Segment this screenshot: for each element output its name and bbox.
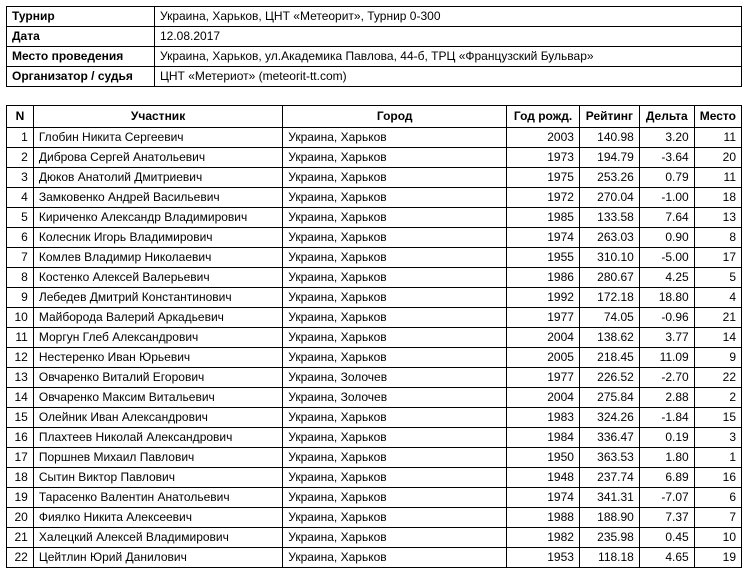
cell-n: 8 [7, 268, 34, 288]
cell-rating: 253.26 [579, 168, 639, 188]
info-value: Украина, Харьков, ул.Академика Павлова, 44-б, ТРЦ «Французский Бульвар» [155, 47, 742, 67]
info-row [7, 47, 742, 67]
table-row [7, 548, 742, 568]
cell-city: Украина, Харьков [283, 288, 507, 308]
results-header-row [7, 106, 742, 128]
cell-birth-year: 1986 [507, 268, 580, 288]
info-row [7, 27, 742, 47]
cell-place: 4 [694, 288, 741, 308]
info-row [7, 67, 742, 87]
info-key: Место проведения [7, 47, 155, 67]
cell-place: 20 [694, 148, 741, 168]
cell-place: 9 [694, 348, 741, 368]
cell-rating: 263.03 [579, 228, 639, 248]
cell-rating: 226.52 [579, 368, 639, 388]
cell-delta: 3.77 [639, 328, 694, 348]
cell-birth-year: 2005 [507, 348, 580, 368]
table-row [7, 268, 742, 288]
cell-birth-year: 1988 [507, 508, 580, 528]
cell-n: 22 [7, 548, 34, 568]
cell-delta: -1.84 [639, 408, 694, 428]
info-value: ЦНТ «Метериот» (meteorit-tt.com) [155, 67, 742, 87]
table-row [7, 208, 742, 228]
cell-n: 6 [7, 228, 34, 248]
cell-n: 3 [7, 168, 34, 188]
cell-rating: 138.62 [579, 328, 639, 348]
table-row [7, 508, 742, 528]
cell-delta: -2.70 [639, 368, 694, 388]
cell-birth-year: 1975 [507, 168, 580, 188]
cell-rating: 74.05 [579, 308, 639, 328]
cell-city: Украина, Харьков [283, 308, 507, 328]
cell-place: 16 [694, 468, 741, 488]
cell-delta: 4.65 [639, 548, 694, 568]
info-row [7, 7, 742, 27]
cell-rating: 194.79 [579, 148, 639, 168]
cell-birth-year: 1977 [507, 368, 580, 388]
cell-n: 7 [7, 248, 34, 268]
cell-participant: Замковенко Андрей Васильевич [33, 188, 282, 208]
cell-n: 4 [7, 188, 34, 208]
cell-place: 14 [694, 328, 741, 348]
cell-city: Украина, Харьков [283, 188, 507, 208]
cell-birth-year: 2004 [507, 388, 580, 408]
cell-city: Украина, Харьков [283, 148, 507, 168]
cell-birth-year: 1950 [507, 448, 580, 468]
cell-participant: Сытин Виктор Павлович [33, 468, 282, 488]
results-body [7, 128, 742, 568]
cell-delta: -0.96 [639, 308, 694, 328]
cell-n: 17 [7, 448, 34, 468]
cell-rating: 275.84 [579, 388, 639, 408]
table-row [7, 128, 742, 148]
cell-n: 20 [7, 508, 34, 528]
tournament-info-body [7, 7, 742, 87]
table-row [7, 228, 742, 248]
cell-delta: 0.90 [639, 228, 694, 248]
cell-n: 10 [7, 308, 34, 328]
cell-place: 15 [694, 408, 741, 428]
cell-participant: Костенко Алексей Валерьевич [33, 268, 282, 288]
cell-city: Украина, Харьков [283, 528, 507, 548]
info-key: Организатор / судья [7, 67, 155, 87]
cell-delta: 3.20 [639, 128, 694, 148]
cell-rating: 188.90 [579, 508, 639, 528]
table-row [7, 448, 742, 468]
cell-n: 15 [7, 408, 34, 428]
cell-participant: Нестеренко Иван Юрьевич [33, 348, 282, 368]
cell-n: 5 [7, 208, 34, 228]
cell-n: 19 [7, 488, 34, 508]
cell-rating: 324.26 [579, 408, 639, 428]
cell-participant: Поршнев Михаил Павлович [33, 448, 282, 468]
cell-place: 11 [694, 128, 741, 148]
cell-participant: Фиялко Никита Алексеевич [33, 508, 282, 528]
cell-city: Украина, Харьков [283, 168, 507, 188]
cell-n: 21 [7, 528, 34, 548]
cell-rating: 133.58 [579, 208, 639, 228]
cell-rating: 310.10 [579, 248, 639, 268]
cell-place: 8 [694, 228, 741, 248]
cell-city: Украина, Харьков [283, 328, 507, 348]
cell-participant: Цейтлин Юрий Данилович [33, 548, 282, 568]
cell-delta: 4.25 [639, 268, 694, 288]
cell-participant: Глобин Никита Сергеевич [33, 128, 282, 148]
cell-rating: 235.98 [579, 528, 639, 548]
cell-place: 3 [694, 428, 741, 448]
col-header-participant: Участник [33, 106, 282, 128]
cell-birth-year: 2004 [507, 328, 580, 348]
cell-delta: 2.88 [639, 388, 694, 408]
cell-place: 7 [694, 508, 741, 528]
cell-n: 2 [7, 148, 34, 168]
table-row [7, 428, 742, 448]
cell-n: 9 [7, 288, 34, 308]
cell-delta: 0.79 [639, 168, 694, 188]
cell-city: Украина, Харьков [283, 428, 507, 448]
cell-rating: 341.31 [579, 488, 639, 508]
info-value: 12.08.2017 [155, 27, 742, 47]
cell-participant: Кириченко Александр Владимирович [33, 208, 282, 228]
cell-city: Украина, Золочев [283, 388, 507, 408]
cell-participant: Комлев Владимир Николаевич [33, 248, 282, 268]
cell-city: Украина, Харьков [283, 468, 507, 488]
col-header-delta: Дельта [639, 106, 694, 128]
info-value: Украина, Харьков, ЦНТ «Метеорит», Турнир 0-300 [155, 7, 742, 27]
cell-participant: Майборода Валерий Аркадьевич [33, 308, 282, 328]
cell-city: Украина, Харьков [283, 208, 507, 228]
cell-city: Украина, Харьков [283, 268, 507, 288]
cell-delta: -7.07 [639, 488, 694, 508]
cell-participant: Лебедев Дмитрий Константинович [33, 288, 282, 308]
cell-delta: -5.00 [639, 248, 694, 268]
cell-n: 13 [7, 368, 34, 388]
cell-birth-year: 1983 [507, 408, 580, 428]
cell-rating: 140.98 [579, 128, 639, 148]
info-key: Дата [7, 27, 155, 47]
col-header-place: Место [694, 106, 741, 128]
cell-birth-year: 1984 [507, 428, 580, 448]
cell-rating: 280.67 [579, 268, 639, 288]
cell-delta: -3.64 [639, 148, 694, 168]
cell-n: 14 [7, 388, 34, 408]
cell-participant: Тарасенко Валентин Анатольевич [33, 488, 282, 508]
table-row [7, 528, 742, 548]
cell-participant: Моргун Глеб Александрович [33, 328, 282, 348]
cell-birth-year: 1974 [507, 228, 580, 248]
cell-rating: 336.47 [579, 428, 639, 448]
cell-n: 1 [7, 128, 34, 148]
cell-n: 12 [7, 348, 34, 368]
cell-birth-year: 1982 [507, 528, 580, 548]
cell-rating: 218.45 [579, 348, 639, 368]
cell-rating: 118.18 [579, 548, 639, 568]
cell-place: 17 [694, 248, 741, 268]
cell-place: 22 [694, 368, 741, 388]
cell-rating: 237.74 [579, 468, 639, 488]
cell-place: 21 [694, 308, 741, 328]
cell-birth-year: 1953 [507, 548, 580, 568]
cell-n: 16 [7, 428, 34, 448]
cell-participant: Халецкий Алексей Владимирович [33, 528, 282, 548]
cell-birth-year: 1992 [507, 288, 580, 308]
cell-city: Украина, Золочев [283, 368, 507, 388]
cell-rating: 270.04 [579, 188, 639, 208]
cell-city: Украина, Харьков [283, 488, 507, 508]
cell-birth-year: 1985 [507, 208, 580, 228]
cell-place: 11 [694, 168, 741, 188]
cell-participant: Колесник Игорь Владимирович [33, 228, 282, 248]
cell-participant: Диброва Сергей Анатольевич [33, 148, 282, 168]
table-row [7, 148, 742, 168]
cell-place: 1 [694, 448, 741, 468]
cell-city: Украина, Харьков [283, 548, 507, 568]
cell-place: 13 [694, 208, 741, 228]
cell-birth-year: 1973 [507, 148, 580, 168]
cell-participant: Плахтеев Николай Александрович [33, 428, 282, 448]
cell-delta: -1.00 [639, 188, 694, 208]
cell-birth-year: 2003 [507, 128, 580, 148]
table-row [7, 308, 742, 328]
cell-city: Украина, Харьков [283, 348, 507, 368]
table-row [7, 168, 742, 188]
cell-participant: Овчаренко Максим Витальевич [33, 388, 282, 408]
table-row [7, 328, 742, 348]
cell-city: Украина, Харьков [283, 248, 507, 268]
tournament-info-table [6, 6, 742, 87]
cell-city: Украина, Харьков [283, 128, 507, 148]
table-row [7, 368, 742, 388]
col-header-city: Город [283, 106, 507, 128]
table-row [7, 188, 742, 208]
results-table [6, 105, 742, 568]
cell-place: 18 [694, 188, 741, 208]
cell-birth-year: 1972 [507, 188, 580, 208]
col-header-rating: Рейтинг [579, 106, 639, 128]
table-row [7, 488, 742, 508]
cell-birth-year: 1948 [507, 468, 580, 488]
col-header-birth-year: Год рожд. [507, 106, 580, 128]
table-row [7, 408, 742, 428]
cell-delta: 0.45 [639, 528, 694, 548]
cell-delta: 6.89 [639, 468, 694, 488]
table-row [7, 288, 742, 308]
cell-place: 2 [694, 388, 741, 408]
cell-birth-year: 1955 [507, 248, 580, 268]
cell-rating: 363.53 [579, 448, 639, 468]
table-row [7, 468, 742, 488]
cell-delta: 11.09 [639, 348, 694, 368]
cell-participant: Овчаренко Виталий Егорович [33, 368, 282, 388]
cell-participant: Олейник Иван Александрович [33, 408, 282, 428]
cell-delta: 1.80 [639, 448, 694, 468]
table-row [7, 348, 742, 368]
cell-place: 6 [694, 488, 741, 508]
cell-birth-year: 1974 [507, 488, 580, 508]
info-key: Турнир [7, 7, 155, 27]
cell-delta: 7.64 [639, 208, 694, 228]
cell-birth-year: 1977 [507, 308, 580, 328]
table-row [7, 248, 742, 268]
cell-rating: 172.18 [579, 288, 639, 308]
cell-city: Украина, Харьков [283, 448, 507, 468]
cell-place: 19 [694, 548, 741, 568]
cell-place: 10 [694, 528, 741, 548]
cell-n: 11 [7, 328, 34, 348]
cell-city: Украина, Харьков [283, 508, 507, 528]
cell-delta: 0.19 [639, 428, 694, 448]
cell-city: Украина, Харьков [283, 228, 507, 248]
cell-city: Украина, Харьков [283, 408, 507, 428]
cell-n: 18 [7, 468, 34, 488]
cell-place: 5 [694, 268, 741, 288]
cell-delta: 18.80 [639, 288, 694, 308]
cell-participant: Дюков Анатолий Дмитриевич [33, 168, 282, 188]
col-header-n: N [7, 106, 34, 128]
cell-delta: 7.37 [639, 508, 694, 528]
table-row [7, 388, 742, 408]
